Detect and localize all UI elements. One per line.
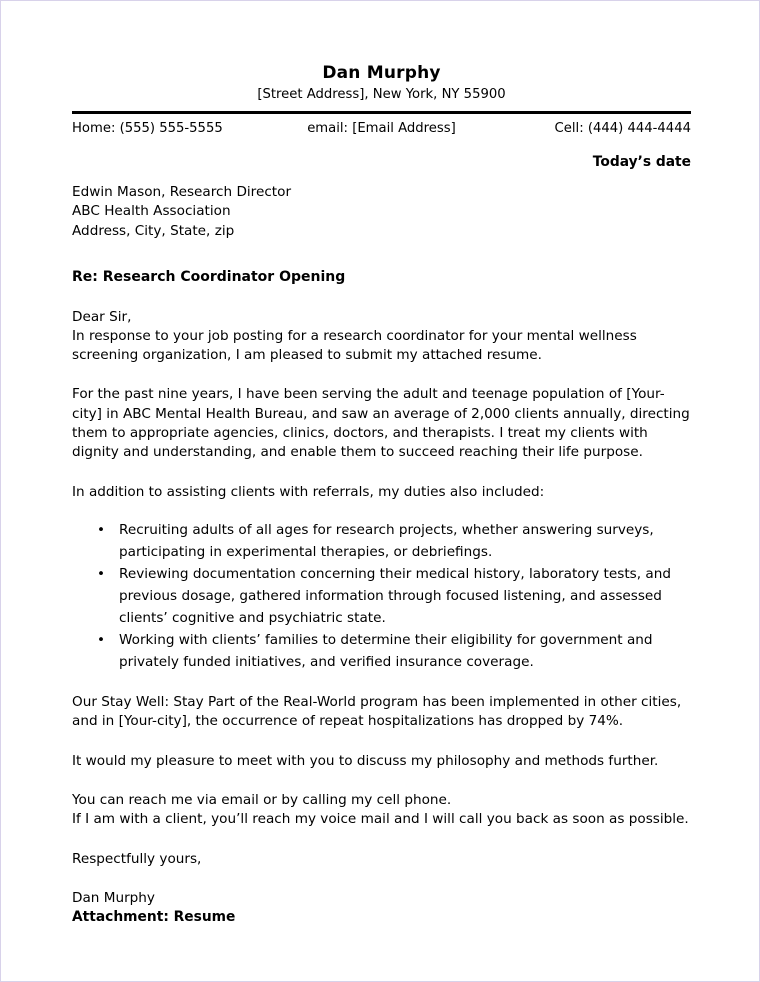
contact-home: Home: (555) 555-5555 <box>72 121 223 137</box>
salutation: Dear Sir, <box>72 308 132 325</box>
recipient-address: Address, City, State, zip <box>72 222 235 239</box>
list-item-text: Working with clients’ families to determine their eligibility for government and privately funded initiatives, and verified insurance coverage. <box>119 632 653 671</box>
recipient-organization: ABC Health Association <box>72 203 231 220</box>
signature-name: Dan Murphy <box>72 889 155 906</box>
letter-date: Today’s date <box>592 154 691 171</box>
paragraph-program: Our Stay Well: Stay Part of the Real-World program has been implemented in other cities, and in [Your-city], the occurrence of repeat hospitalizations has dropped by 74%. <box>72 694 682 730</box>
list-item-text: Reviewing documentation concerning their medical history, laboratory tests, and previous dosage, gathered information through focused listening, and assessed clients’ cognitive and psychiatric state. <box>119 565 671 626</box>
letter-content <box>72 1 691 928</box>
paragraph-experience: For the past nine years, I have been serving the adult and teenage population of [Your-city] in ABC Mental Health Bureau, and saw an average of 2,000 clients annually, directing them to appropriate agencies, clinics, doctors, and therapists. I treat my clients with dignity and understanding, and enable them to succeed reaching their life purpose. <box>72 386 690 461</box>
letterhead <box>72 1 691 104</box>
bullet-icon: • <box>97 632 106 648</box>
recipient-address-block <box>72 183 691 241</box>
paragraph-contact-second: If I am with a client, you’ll reach my voice mail and I will call you back as soon as possible. <box>72 811 689 828</box>
header-divider <box>72 111 691 114</box>
list-item-text: Recruiting adults of all ages for research projects, whether answering surveys, participating in experimental therapies, or debriefings. <box>119 521 654 560</box>
subject-line: Re: Research Coordinator Opening <box>72 268 346 285</box>
list-item <box>72 563 691 629</box>
page-title: Dan Murphy <box>322 63 441 83</box>
paragraph-contact-first: You can reach me via email or by calling my cell phone. <box>72 791 452 808</box>
closing-salutation: Respectfully yours, <box>72 850 202 867</box>
sender-address: [Street Address], New York, NY 55900 <box>257 87 506 103</box>
contact-row <box>72 121 691 136</box>
paragraph-intro: In response to your job posting for a research coordinator for your mental wellness screening organization, I am pleased to submit my attached resume. <box>72 327 637 364</box>
duties-lead-in: In addition to assisting clients with referrals, my duties also included: <box>72 483 545 500</box>
bullet-icon: • <box>97 521 106 538</box>
contact-email: email: [Email Address] <box>307 121 456 137</box>
list-item <box>72 519 691 563</box>
attachment-note: Attachment: Resume <box>72 909 236 926</box>
bullet-icon: • <box>97 565 106 582</box>
duties-list <box>72 519 691 673</box>
list-item <box>72 629 691 673</box>
contact-cell: Cell: (444) 444-4444 <box>554 121 691 137</box>
recipient-name-title: Edwin Mason, Research Director <box>72 184 292 201</box>
paragraph-meeting: It would my pleasure to meet with you to discuss my philosophy and methods further. <box>72 752 659 769</box>
